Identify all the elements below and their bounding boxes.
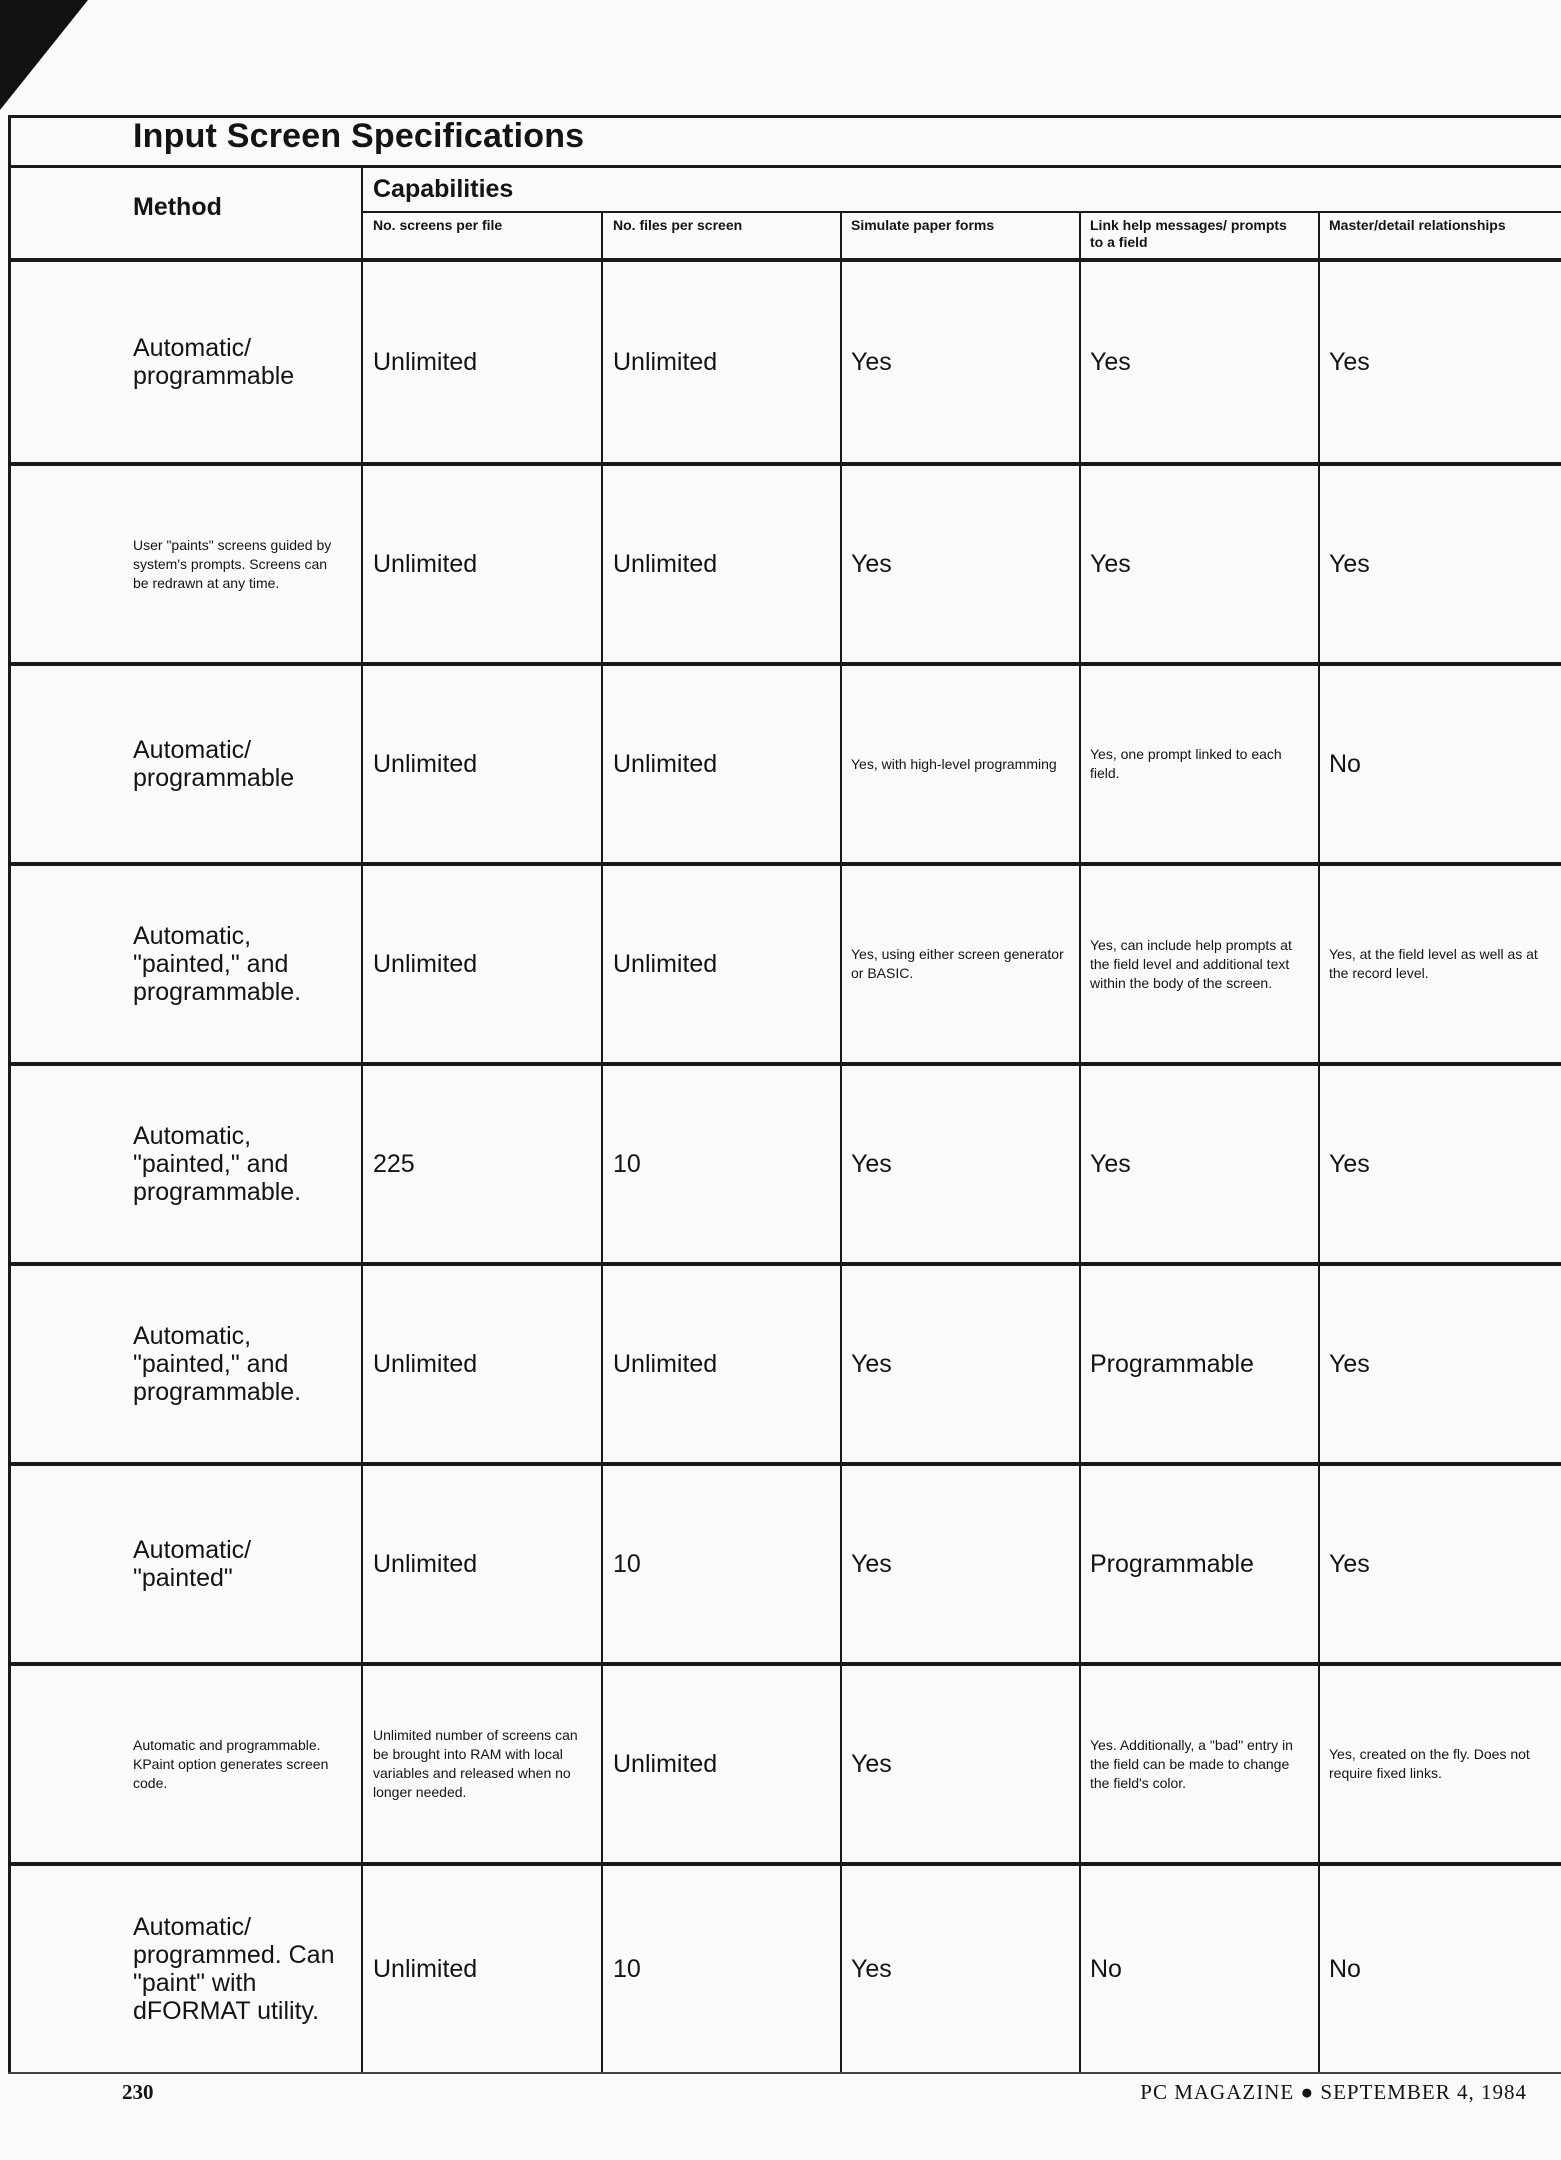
page-title: Input Screen Specifications	[133, 117, 585, 155]
method-cell: Automatic/ programmed. Can "paint" with dFORMAT utility.	[133, 1913, 335, 2025]
method-cell: Automatic and programmable. KPaint option generates screen code.	[133, 1736, 329, 1791]
paper-forms-cell: Yes	[851, 1955, 892, 1983]
corner-mark	[0, 0, 88, 110]
help-prompts-cell: Yes	[1090, 348, 1131, 376]
screens-per-file-cell: Unlimited	[373, 1955, 478, 1983]
table-row	[11, 1666, 1561, 1862]
files-per-screen-cell: Unlimited	[613, 1750, 718, 1778]
master-detail-cell: Yes, at the field level as well as at the record level.	[1329, 946, 1538, 981]
method-cell: Automatic, "painted," and programmable.	[133, 1322, 302, 1406]
footer-rule	[8, 2072, 1561, 2074]
master-detail-cell: No	[1329, 1955, 1361, 1983]
help-prompts-cell: No	[1090, 1955, 1122, 1983]
screens-per-file-cell: Unlimited	[373, 348, 478, 376]
paper-forms-cell: Yes	[851, 550, 892, 578]
table-row	[11, 466, 1561, 662]
master-detail-cell: Yes	[1329, 348, 1370, 376]
paper-forms-cell: Yes, with high-level programming	[851, 755, 1057, 772]
help-prompts-cell: Yes	[1090, 550, 1131, 578]
method-cell: Automatic/ programmable	[133, 334, 295, 390]
table-frame	[8, 115, 1561, 2072]
table-row	[11, 262, 1561, 462]
header-rule	[11, 165, 1561, 168]
files-per-screen-cell: 10	[613, 1150, 641, 1178]
screens-per-file-cell: Unlimited	[373, 550, 478, 578]
screens-per-file-cell: Unlimited number of screens can be brought into RAM with local variables and released when no longer needed.	[373, 1727, 578, 1800]
master-detail-cell: Yes	[1329, 1550, 1370, 1578]
master-detail-cell: Yes	[1329, 1150, 1370, 1178]
method-header: Method	[133, 193, 222, 221]
paper-forms-cell: Yes	[851, 348, 892, 376]
files-per-screen-cell: Unlimited	[613, 1350, 718, 1378]
files-per-screen-cell: 10	[613, 1550, 641, 1578]
files-per-screen-cell: Unlimited	[613, 950, 718, 978]
footer-credit: PC MAGAZINE ● SEPTEMBER 4, 1984	[1140, 2080, 1527, 2104]
method-cell: Automatic, "painted," and programmable.	[133, 922, 302, 1006]
paper-forms-cell: Yes	[851, 1550, 892, 1578]
table-row	[11, 1866, 1561, 2072]
table-row	[11, 1066, 1561, 1262]
files-per-screen-cell: Unlimited	[613, 750, 718, 778]
column-header: Link help messages/ prompts to a field	[1090, 217, 1287, 250]
screens-per-file-cell: Unlimited	[373, 950, 478, 978]
paper-forms-cell: Yes	[851, 1350, 892, 1378]
help-prompts-cell: Yes	[1090, 1150, 1131, 1178]
screens-per-file-cell: Unlimited	[373, 750, 478, 778]
column-header: Master/detail relationships	[1329, 217, 1506, 233]
method-cell: Automatic/ "painted"	[133, 1536, 252, 1592]
help-prompts-cell: Programmable	[1090, 1350, 1254, 1378]
help-prompts-cell: Yes, one prompt linked to each field.	[1090, 746, 1282, 781]
paper-forms-cell: Yes	[851, 1750, 892, 1778]
screens-per-file-cell: Unlimited	[373, 1350, 478, 1378]
screens-per-file-cell: Unlimited	[373, 1550, 478, 1578]
table-row	[11, 1266, 1561, 1462]
master-detail-cell: No	[1329, 750, 1361, 778]
column-header: No. files per screen	[613, 217, 743, 233]
table-row	[11, 666, 1561, 862]
master-detail-cell: Yes, created on the fly. Does not require fixed links.	[1329, 1746, 1530, 1781]
master-detail-cell: Yes	[1329, 1350, 1370, 1378]
page-number: 230	[122, 2080, 154, 2104]
capabilities-rule	[363, 211, 1561, 213]
method-cell: User "paints" screens guided by system's prompts. Screens can be redrawn at any time.	[133, 536, 332, 591]
paper-forms-cell: Yes, using either screen generator or BASIC.	[851, 946, 1064, 981]
method-cell: Automatic/ programmable	[133, 736, 295, 792]
table-row	[11, 866, 1561, 1062]
column-header: Simulate paper forms	[851, 217, 995, 233]
files-per-screen-cell: 10	[613, 1955, 641, 1983]
table-row	[11, 1466, 1561, 1662]
files-per-screen-cell: Unlimited	[613, 550, 718, 578]
method-cell: Automatic, "painted," and programmable.	[133, 1122, 302, 1206]
files-per-screen-cell: Unlimited	[613, 348, 718, 376]
master-detail-cell: Yes	[1329, 550, 1370, 578]
help-prompts-cell: Programmable	[1090, 1550, 1254, 1578]
screens-per-file-cell: 225	[373, 1150, 415, 1178]
capabilities-header: Capabilities	[373, 175, 514, 203]
paper-forms-cell: Yes	[851, 1150, 892, 1178]
column-header: No. screens per file	[373, 217, 503, 233]
help-prompts-cell: Yes, can include help prompts at the field level and additional text within the body of the screen.	[1090, 936, 1292, 991]
help-prompts-cell: Yes. Additionally, a "bad" entry in the field can be made to change the field's color.	[1090, 1736, 1293, 1791]
